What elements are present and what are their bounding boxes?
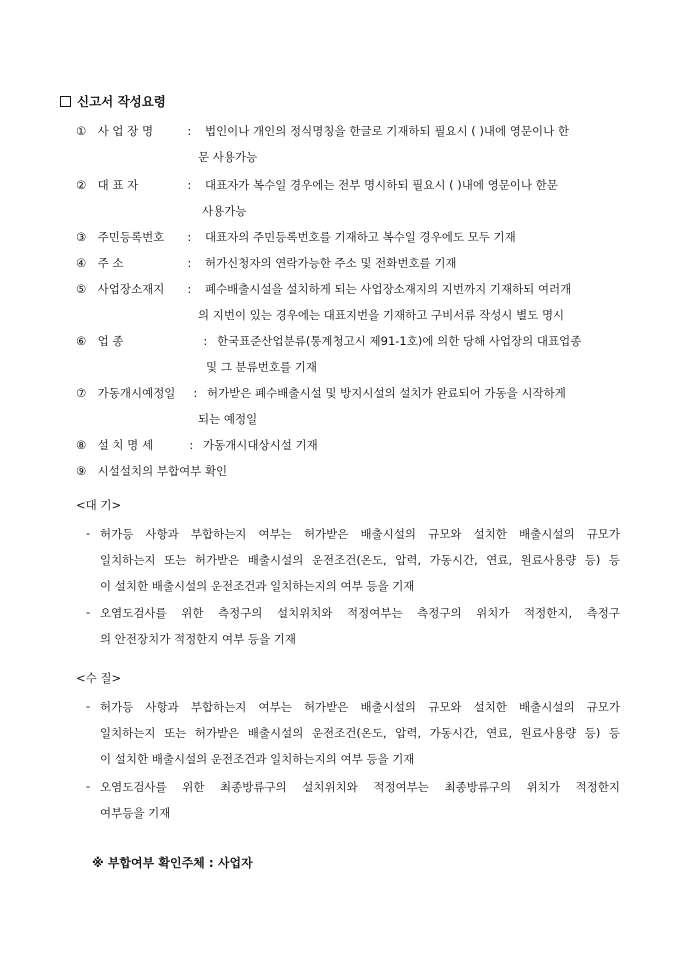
item-label: 업 종 [97, 334, 124, 348]
item-label: 시설설치의 부합여부 확인 [97, 464, 228, 478]
item-number: ⑨ [76, 464, 87, 478]
item-colon: : [189, 438, 194, 452]
item-desc-continuation: 및 그 분류번호를 기재 [206, 360, 317, 374]
bullet-dash: - [86, 605, 91, 619]
bullet-line: 오염도검사를 위한 측정구의 설치위치와 적정여부는 측정구의 위치가 적정한지, 측정구 [100, 606, 620, 620]
confirmation-note: ※ 부합여부 확인주체 : 사업자 [92, 856, 253, 870]
item-desc-line: 폐수배출시설을 설치하게 되는 사업장소재지의 지번까지 기재하되 여러개 [204, 282, 572, 296]
bullet-line: 일치하는지 또는 허가받은 배출시설의 운전조건(온도, 압력, 가동시간, 연료, 원료사용량 등) 등 [100, 553, 620, 567]
item-number: ② [76, 178, 87, 192]
section-header-air: <대 기> [76, 498, 122, 512]
bullet-dash: - [86, 526, 91, 540]
item-desc-line: 허가받은 폐수배출시설 및 방지시설의 설치가 완료되어 가동을 시작하게 [206, 386, 566, 400]
item-colon: : [187, 282, 192, 296]
item-label: 사업장소재지 [97, 282, 165, 296]
item-desc-line: 대표자의 주민등록번호를 기재하고 복수일 경우에도 모두 기재 [204, 230, 516, 244]
item-label: 가동개시예정일 [97, 386, 176, 400]
bullet-line: 이 설치한 배출시설의 운전조건과 일치하는지의 여부 등을 기재 [100, 579, 415, 593]
item-desc-continuation: 문 사용가능 [198, 150, 258, 164]
item-row-5 [76, 282, 571, 296]
checkbox-square-icon [60, 96, 71, 107]
item-number: ④ [76, 256, 87, 270]
item-number: ⑦ [76, 386, 87, 400]
item-number: ⑥ [76, 334, 87, 348]
bullet-line: 허가등 사항과 부합하는지 여부는 허가받은 배출시설의 규모와 설치한 배출시설의 규모가 [100, 527, 620, 541]
item-row-6 [76, 334, 581, 348]
bullet-line: 여부등을 기재 [100, 806, 171, 820]
item-desc-line: 대표자가 복수일 경우에는 전부 명시하되 필요시 ( )내에 영문이나 한문 [204, 178, 558, 192]
item-desc-continuation: 의 지번이 있는 경우에는 대표지번을 기재하고 구비서류 작성시 별도 명시 [198, 308, 565, 322]
item-row-3 [76, 230, 516, 244]
item-label: 사 업 장 명 [97, 124, 154, 138]
bullet-dash: - [86, 699, 91, 713]
item-row-8 [76, 438, 318, 452]
item-label: 대 표 자 [97, 178, 139, 192]
item-colon: : [187, 256, 192, 270]
item-desc-line: 법인이나 개인의 정식명칭을 한글로 기재하되 필요시 ( )내에 영문이나 한 [204, 124, 569, 138]
item-colon: : [187, 124, 192, 138]
item-row-7 [76, 386, 566, 400]
item-desc-continuation: 되는 예정일 [198, 412, 258, 426]
item-colon: : [203, 334, 208, 348]
bullet-line: 의 안전장치가 적정한지 여부 등을 기재 [100, 632, 297, 646]
item-label: 주민등록번호 [97, 230, 165, 244]
item-desc-line: 가동개시대상시설 기재 [202, 438, 318, 452]
section-title-text: 신고서 작성요령 [77, 94, 166, 109]
item-colon: : [187, 230, 192, 244]
item-colon: : [193, 386, 198, 400]
item-number: ① [76, 124, 87, 138]
section-header-water: <수 질> [76, 671, 122, 685]
item-number: ③ [76, 230, 87, 244]
item-label: 설 치 명 세 [97, 438, 154, 452]
bullet-dash: - [86, 779, 91, 793]
bullet-line: 허가등 사항과 부합하는지 여부는 허가받은 배출시설의 규모와 설치한 배출시설의 규모가 [100, 700, 620, 714]
item-number: ⑧ [76, 438, 87, 452]
item-row-2 [76, 178, 558, 192]
section-title [60, 92, 166, 110]
bullet-line: 일치하는지 또는 허가받은 배출시설의 운전조건(온도, 압력, 가동시간, 연료, 원료사용량 등) 등 [100, 726, 620, 740]
item-number: ⑤ [76, 282, 87, 296]
bullet-line: 오염도검사를 위한 최종방류구의 설치위치와 적정여부는 최종방류구의 위치가 적정한지 [100, 780, 620, 794]
item-colon: : [187, 178, 192, 192]
item-row-1 [76, 124, 569, 138]
item-desc-line: 한국표준산업분류(통계청고시 제91-1호)에 의한 당해 사업장의 대표업종 [216, 334, 582, 348]
bullet-line: 이 설치한 배출시설의 운전조건과 일치하는지의 여부 등을 기재 [100, 752, 415, 766]
item-desc-continuation: 사용가능 [202, 204, 247, 218]
item-label: 주 소 [97, 256, 124, 270]
item-row-4 [76, 256, 457, 270]
item-desc-line: 허가신청자의 연락가능한 주소 및 전화번호를 기재 [204, 256, 457, 270]
item-row-9 [76, 464, 227, 478]
